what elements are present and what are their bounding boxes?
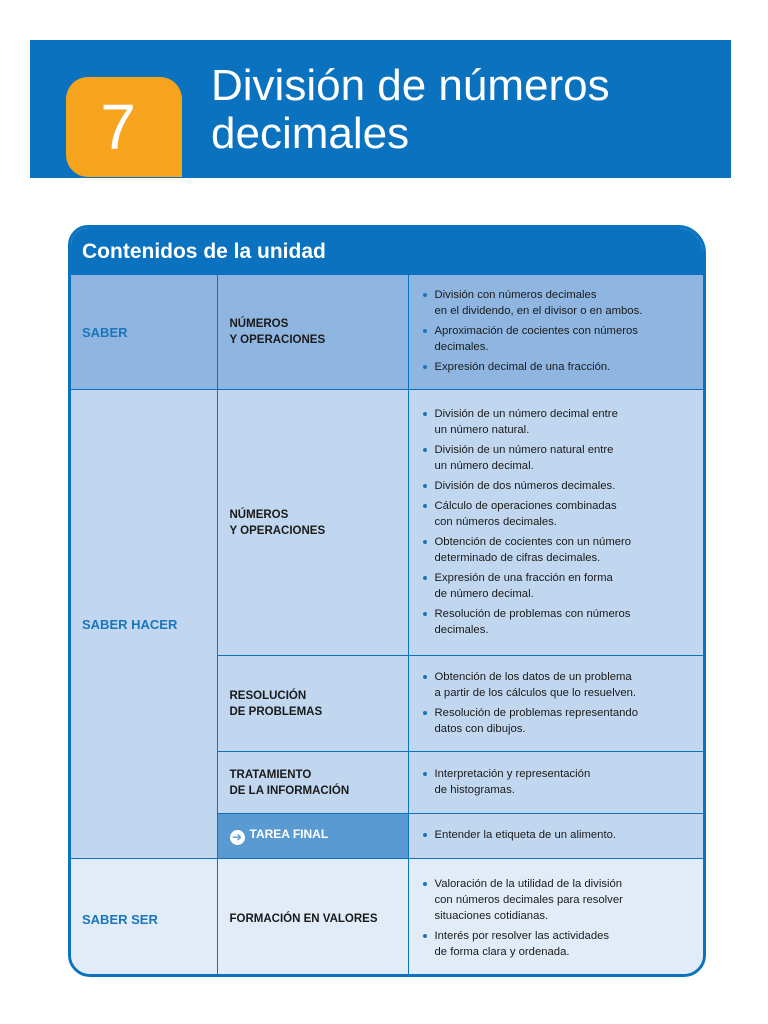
list-item: Entender la etiqueta de un alimento. [421,827,696,843]
items-list [421,827,696,843]
unit-title-line2: decimales [211,109,410,158]
items-cell [408,814,703,859]
contents-card [68,225,706,977]
unit-title [211,62,711,158]
list-item: Expresión de una fracción en forma de número decimal. [421,570,696,602]
items-cell [408,859,703,978]
list-item: Obtención de cocientes con un número determinado de cifras decimales. [421,534,696,566]
items-cell [408,656,703,752]
list-item: División de dos números decimales. [421,478,696,494]
subcategory-tratamiento-informacion: TRATAMIENTO DE LA INFORMACIÓN [217,752,408,814]
unit-number-badge [66,77,182,177]
list-item: Cálculo de operaciones combinadas con números decimales. [421,498,696,530]
unit-number: 7 [100,91,136,163]
arrow-right-circle-icon: ➔ [230,830,245,845]
table-row [71,390,703,656]
list-item: Resolución de problemas representando datos con dibujos. [421,705,696,737]
subcategory-numeros-operaciones: NÚMEROS Y OPERACIONES [217,390,408,656]
tarea-final-label: TAREA FINAL [249,827,329,841]
items-cell [408,752,703,814]
list-item: División de un número natural entre un número decimal. [421,442,696,474]
subcategory-numeros-operaciones: NÚMEROS Y OPERACIONES [217,275,408,390]
list-item: División con números decimales en el dividendo, en el divisor o en ambos. [421,287,696,319]
items-list [421,669,696,737]
tarea-final-button[interactable] [217,814,408,859]
category-saber: SABER [71,275,217,390]
category-saber-ser: SABER SER [71,859,217,978]
table-row [71,859,703,978]
items-list [421,406,696,638]
list-item: Expresión decimal de una fracción. [421,359,696,375]
items-list [421,766,696,798]
list-item: Resolución de problemas con números decimales. [421,606,696,638]
table-row [71,275,703,390]
contents-table [71,275,703,977]
subcategory-resolucion-problemas: RESOLUCIÓN DE PROBLEMAS [217,656,408,752]
items-list [421,287,696,375]
list-item: Interpretación y representación de histogramas. [421,766,696,798]
unit-title-line1: División de números [211,61,610,110]
list-item: Obtención de los datos de un problema a partir de los cálculos que lo resuelven. [421,669,696,701]
items-list [421,876,696,960]
list-item: Valoración de la utilidad de la división con números decimales para resolver situaciones cotidianas. [421,876,696,924]
subcategory-formacion-valores: FORMACIÓN EN VALORES [217,859,408,978]
contents-card-title: Contenidos de la unidad [71,228,703,275]
category-saber-hacer: SABER HACER [71,390,217,859]
items-cell [408,390,703,656]
list-item: División de un número decimal entre un número natural. [421,406,696,438]
list-item: Aproximación de cocientes con números decimales. [421,323,696,355]
list-item: Interés por resolver las actividades de forma clara y ordenada. [421,928,696,960]
items-cell [408,275,703,390]
